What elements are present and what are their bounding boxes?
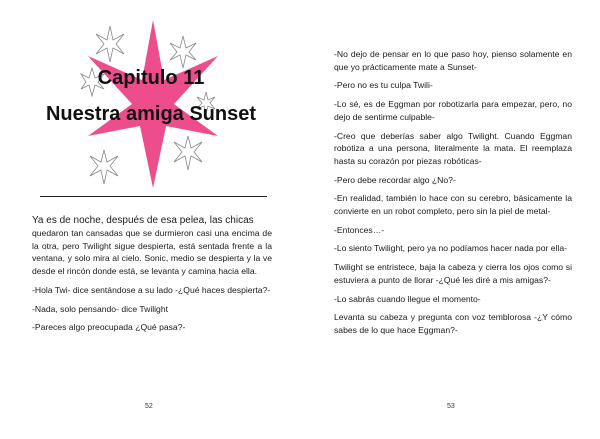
chapter-number: Capitulo 11 — [97, 67, 205, 89]
paragraph: -Lo sabrás cuando llegue el momento- — [334, 293, 481, 304]
paragraph: Ya es de noche, después de esa pelea, las chicas — [32, 215, 254, 226]
paragraph: -Nada, solo pensando- dice Twilight — [32, 303, 168, 314]
small-star-icon — [96, 26, 124, 62]
small-star-icon — [174, 136, 202, 170]
right-page — [300, 0, 600, 439]
paragraph: -Lo siento Twilight, pero ya no podíamos hacer nada por ella- — [334, 243, 567, 254]
paragraph: quedaron tan cansadas que se durmieron casi una encima de la otra, pero Twilight sigue despierta, está sentada frente a la ventana, y solo mira al cielo. Sonic, medio se despierta y la ve desde el rincón donde está, se levanta y camina hacia ella. — [32, 228, 272, 277]
page-number: 52 — [145, 403, 153, 410]
paragraph: -No dejo de pensar en lo que paso hoy, pienso solamente en que yo prácticamente mate a Sunset- — [334, 49, 572, 72]
title-divider — [40, 196, 267, 197]
paragraph: -En realidad, también lo hace con su cerebro, básicamente la convierte en un robot completo, pero sin la piel de metal- — [334, 193, 572, 217]
chapter-title: Nuestra amiga Sunset — [45, 103, 257, 125]
paragraph: -Lo sé, es de Eggman por robotizarla para empezar, pero, no dejo de sentirme culpable- — [334, 99, 572, 122]
left-page-body — [32, 214, 272, 340]
paragraph: -Hola Twi- dice sentándose a su lado -¿Qué haces despierta?- — [32, 284, 271, 295]
paragraph: -Creo que deberías saber algo Twilight. Cuando Eggman robotiza a una persona, literalmente la mata. El reemplaza hasta su corazón por piezas robóticas- — [334, 130, 572, 166]
page-number: 53 — [447, 403, 455, 410]
paragraph: Levanta su cabeza y pregunta con voz temblorosa -¿Y cómo sabes de lo que hace Eggman?- — [334, 312, 572, 335]
paragraph: -Entonces…- — [334, 224, 385, 235]
paragraph: Twilight se entristece, baja la cabeza y cierra los ojos como si estuviera a punto de llorar -¿Qué les diré a mis amigas?- — [334, 262, 572, 285]
right-page-body — [334, 48, 572, 343]
small-star-icon — [170, 36, 196, 68]
paragraph: -Pero debe recordar algo ¿No?- — [334, 174, 456, 185]
paragraph: -Pareces algo preocupada ¿Qué pasa?- — [32, 322, 186, 333]
small-star-icon — [90, 150, 118, 184]
paragraph: -Pero no es tu culpa Twili- — [334, 80, 433, 91]
